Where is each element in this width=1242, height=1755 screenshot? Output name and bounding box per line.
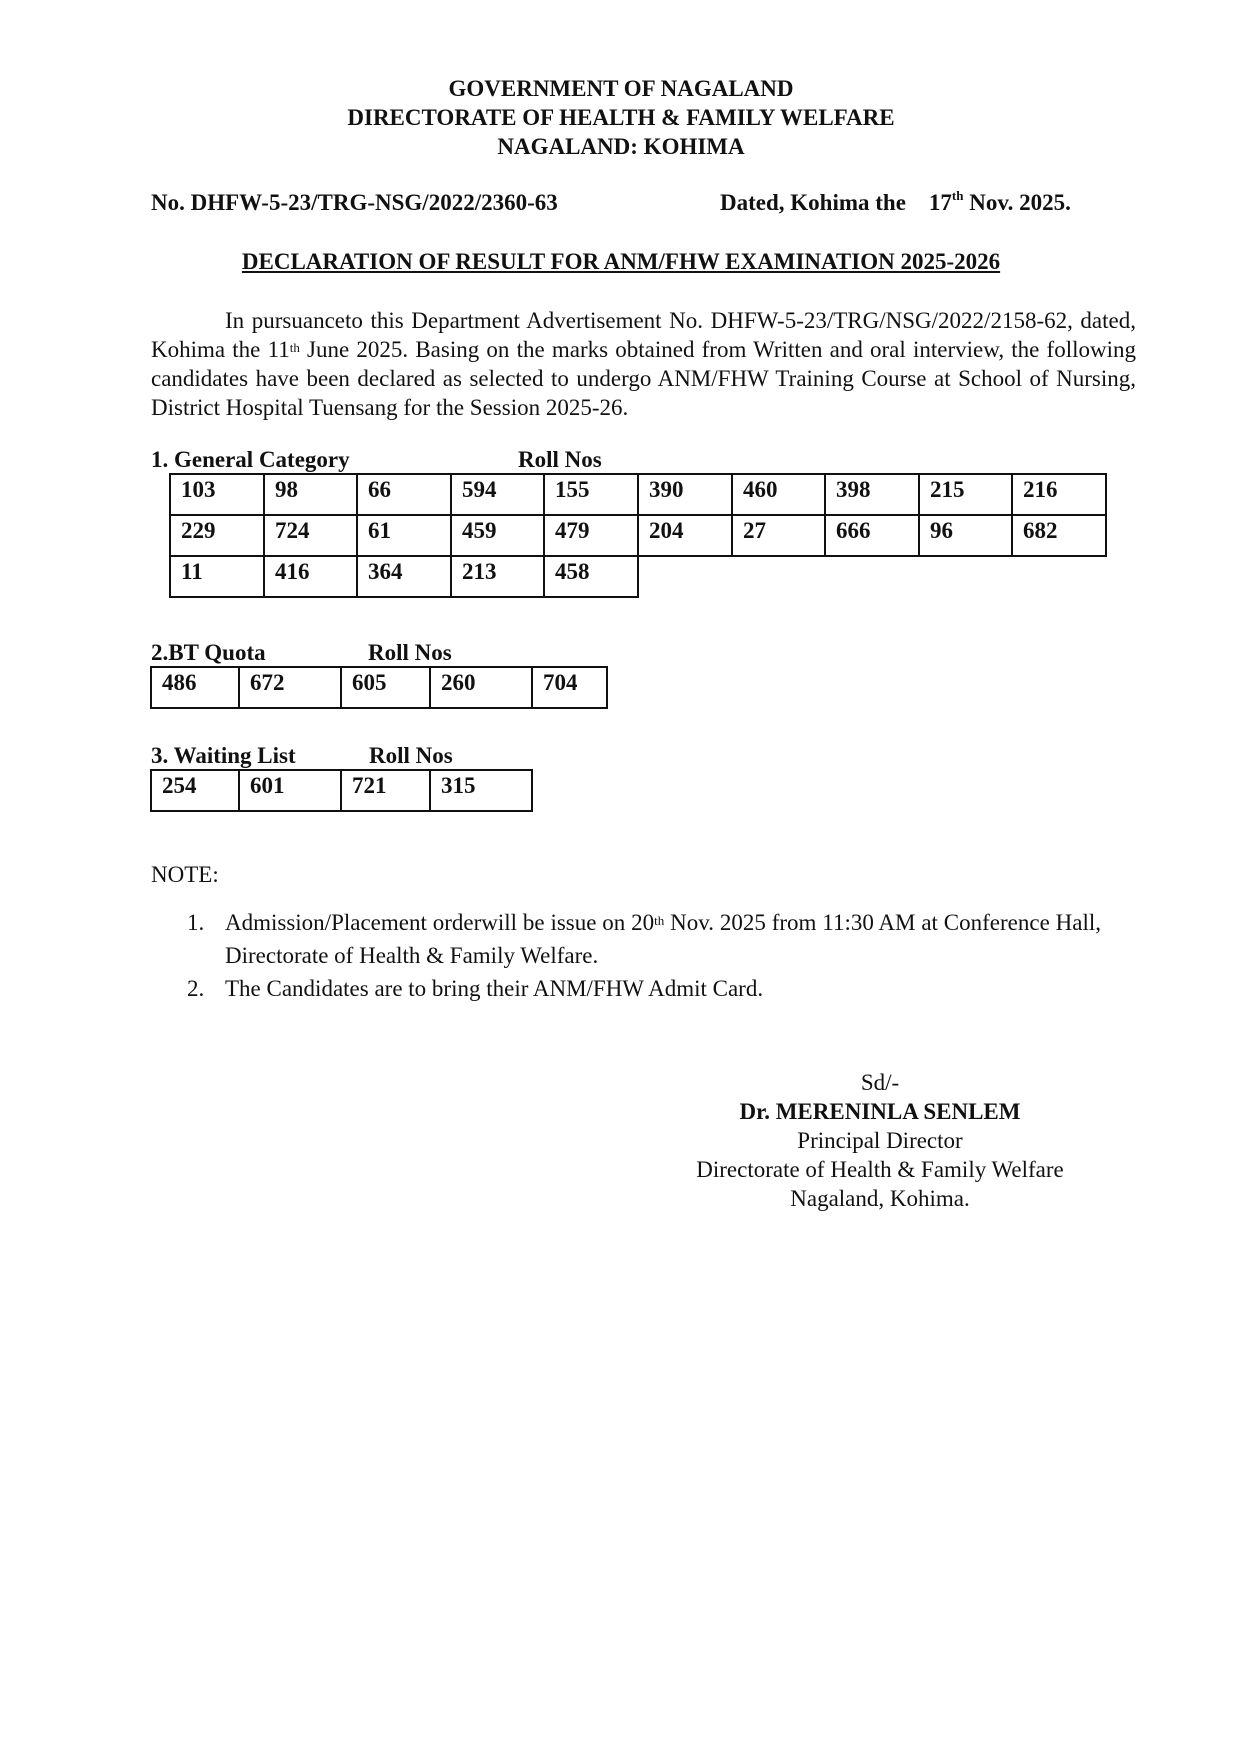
note-list (151, 906, 1101, 1005)
table-row (170, 556, 1106, 597)
roll-cell: 398 (825, 474, 919, 515)
note-item-number: 2. (187, 976, 205, 1001)
roll-cell: 11 (170, 556, 264, 597)
intro-part2: June 2025. Basing on the marks obtained from Written and oral interview, the following candidates have been declared as selected to undergo ANM/FHW Training Course at School of Nursing, District Hospital Tuensang for the Session 2025-26. (151, 337, 1136, 420)
roll-cell: 364 (357, 556, 451, 597)
roll-cell: 229 (170, 515, 264, 556)
note-item-text-b: Nov. 2025 from 11:30 AM at Conference Hall, Directorate of Health & Family Welfare. (225, 910, 1101, 968)
note-item-number: 1. (187, 910, 205, 935)
roll-cell: 260 (430, 667, 532, 708)
roll-cell: 204 (638, 515, 732, 556)
roll-cell: 27 (732, 515, 825, 556)
note-item-text: The Candidates are to bring their ANM/FHW Admit Card. (225, 976, 764, 1001)
table-row (170, 515, 1106, 556)
table-row (170, 474, 1106, 515)
general-roll-table (169, 473, 1107, 598)
waiting-roll-label: Roll Nos (369, 743, 453, 768)
roll-cell: 460 (732, 474, 825, 515)
intro-sup: th (289, 340, 300, 355)
roll-cell: 704 (532, 667, 607, 708)
note-item (151, 972, 1101, 1005)
roll-cell: 724 (264, 515, 357, 556)
roll-cell: 682 (1012, 515, 1106, 556)
document-title: DECLARATION OF RESULT FOR ANM/FHW EXAMINATION 2025-2026 (241, 249, 1001, 274)
bt-roll-table (150, 666, 608, 709)
roll-cell: 61 (357, 515, 451, 556)
roll-cell: 390 (638, 474, 732, 515)
dated-prefix: Dated, Kohima the (720, 190, 906, 215)
note-item-sup: th (654, 913, 665, 928)
header-location: NAGALAND: KOHIMA (497, 134, 745, 159)
roll-cell: 672 (239, 667, 341, 708)
roll-cell: 486 (151, 667, 239, 708)
empty-cell (1012, 556, 1106, 597)
table-row (151, 667, 607, 708)
empty-cell (919, 556, 1012, 597)
header-directorate: DIRECTORATE OF HEALTH & FAMILY WELFARE (347, 105, 895, 130)
roll-cell: 459 (451, 515, 544, 556)
signatory-designation: Principal Director (797, 1128, 963, 1153)
date-day-suffix: th (951, 188, 964, 203)
waiting-list-label: 3. Waiting List (151, 743, 296, 768)
empty-cell (732, 556, 825, 597)
date-day: 17 (928, 190, 952, 215)
general-roll-label: Roll Nos (518, 447, 602, 472)
bt-roll-label: Roll Nos (368, 640, 452, 665)
reference-number: No. DHFW-5-23/TRG-NSG/2022/2360-63 (151, 190, 558, 215)
reference-date (720, 190, 1071, 216)
header-government: GOVERNMENT OF NAGALAND (448, 76, 794, 101)
roll-cell: 666 (825, 515, 919, 556)
roll-cell: 315 (430, 770, 532, 811)
note-item-text-a: Admission/Placement orderwill be issue on 20 (225, 910, 655, 935)
roll-cell: 103 (170, 474, 264, 515)
intro-part1: In pursuanceto this Department Advertisement No. DHFW-5-23/TRG/NSG/2022/2158-62, dated, Kohima the 11 (151, 308, 1136, 362)
date-month-year: Nov. 2025. (963, 190, 1071, 215)
roll-cell: 98 (264, 474, 357, 515)
roll-cell: 66 (357, 474, 451, 515)
note-item (151, 906, 1101, 972)
signatory-name: Dr. MERENINLA SENLEM (739, 1099, 1021, 1124)
general-category-label: 1. General Category (151, 447, 350, 472)
note-label: NOTE: (151, 862, 219, 887)
signatory-place: Nagaland, Kohima. (790, 1186, 970, 1211)
waiting-roll-table (150, 769, 533, 812)
table-row (151, 770, 532, 811)
roll-cell: 213 (451, 556, 544, 597)
roll-cell: 416 (264, 556, 357, 597)
roll-cell: 254 (151, 770, 239, 811)
roll-cell: 479 (544, 515, 638, 556)
roll-cell: 605 (341, 667, 430, 708)
intro-paragraph (151, 306, 1136, 422)
roll-cell: 601 (239, 770, 341, 811)
roll-cell: 594 (451, 474, 544, 515)
roll-cell: 216 (1012, 474, 1106, 515)
empty-cell (825, 556, 919, 597)
roll-cell: 458 (544, 556, 638, 597)
bt-quota-label: 2.BT Quota (151, 640, 266, 665)
roll-cell: 155 (544, 474, 638, 515)
empty-cell (638, 556, 732, 597)
signatory-office: Directorate of Health & Family Welfare (696, 1157, 1064, 1182)
roll-cell: 96 (919, 515, 1012, 556)
signature-sd: Sd/- (860, 1070, 900, 1095)
roll-cell: 721 (341, 770, 430, 811)
roll-cell: 215 (919, 474, 1012, 515)
